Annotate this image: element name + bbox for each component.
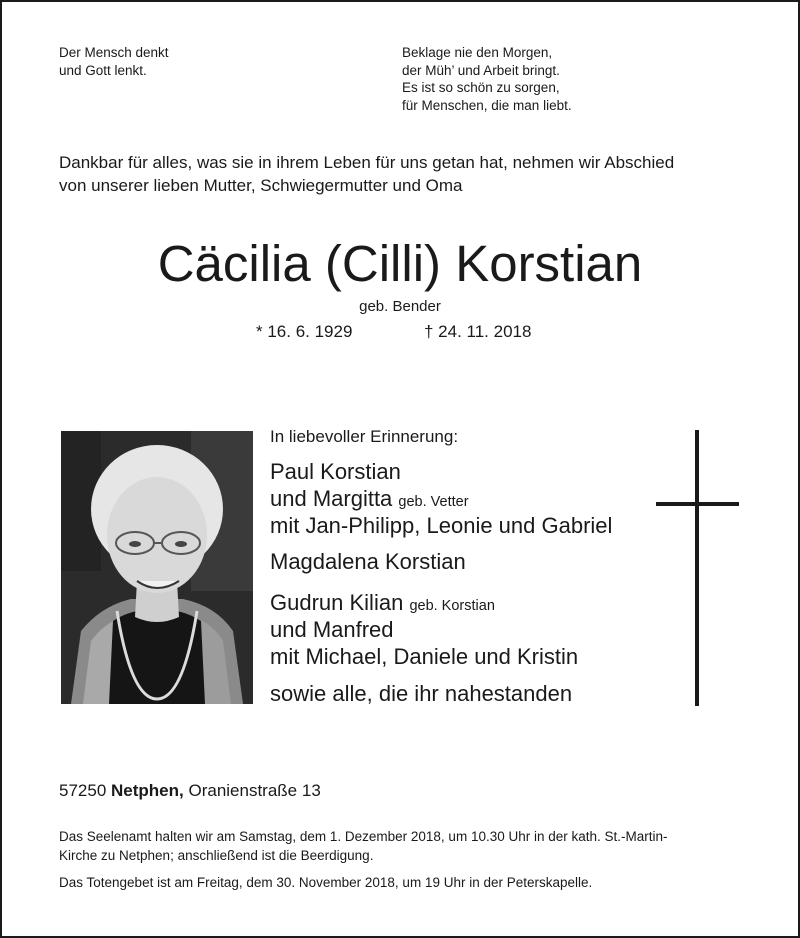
mourner-line: mit Jan-Philipp, Leonie und Gabriel <box>270 513 613 538</box>
address <box>59 781 321 801</box>
notice-line: Kirche zu Netphen; anschließend ist die Beerdigung. <box>59 847 374 863</box>
quote-right <box>402 44 572 114</box>
address-street: Oranienstraße 13 <box>188 781 321 800</box>
intro-line: Dankbar für alles, was sie in ihrem Leben für uns getan hat, nehmen wir Abschied <box>59 153 675 172</box>
quote-right-line: Beklage nie den Morgen, <box>402 45 553 60</box>
quote-right-line: der Müh’ und Arbeit bringt. <box>402 62 560 78</box>
service-notice <box>59 828 668 865</box>
intro-line: von unserer lieben Mutter, Schwiegermutter und Oma <box>59 176 463 195</box>
deceased-name: Cäcilia (Cilli) Korstian <box>157 235 643 292</box>
mourner-line: Magdalena Korstian <box>270 549 466 574</box>
cross-icon <box>695 430 699 706</box>
birth-name: geb. Bender <box>359 298 441 315</box>
address-zip: 57250 <box>59 781 107 800</box>
quote-right-line: Es ist so schön zu sorgen, <box>402 80 560 95</box>
mourner-line: mit Michael, Daniele und Kristin <box>270 644 579 669</box>
quote-right-line: für Menschen, die man liebt. <box>402 97 572 113</box>
prayer-notice: Das Totengebet ist am Freitag, dem 30. November 2018, um 19 Uhr in der Peterskapelle. <box>59 875 593 890</box>
mourners-heading: In liebevoller Erinnerung: <box>270 427 459 446</box>
address-city: Netphen, <box>111 781 184 800</box>
portrait-photo <box>61 431 253 704</box>
mourner-birth-name: geb. Korstian <box>409 598 495 614</box>
cross-icon-bar <box>656 502 739 506</box>
mourner-name: Gudrun Kilian <box>270 590 404 615</box>
mourner-line: sowie alle, die ihr nahestanden <box>270 681 573 706</box>
notice-line: Das Seelenamt halten wir am Samstag, dem 1. Dezember 2018, um 10.30 Uhr in der kath. St.-Martin- <box>59 829 668 844</box>
mourner-birth-name: geb. Vetter <box>398 494 469 510</box>
mourner-line: und Manfred <box>270 617 394 642</box>
death-date: † 24. 11. 2018 <box>424 322 532 341</box>
birth-date: * 16. 6. 1929 <box>256 322 353 341</box>
quote-left-line: und Gott lenkt. <box>59 62 147 78</box>
quote-left <box>59 44 169 79</box>
quote-left-line: Der Mensch denkt <box>59 45 169 60</box>
intro-text <box>59 151 674 197</box>
mourner-line: Paul Korstian <box>270 459 401 484</box>
mourner-name: und Margitta <box>270 486 393 511</box>
portrait-illustration <box>61 431 253 704</box>
